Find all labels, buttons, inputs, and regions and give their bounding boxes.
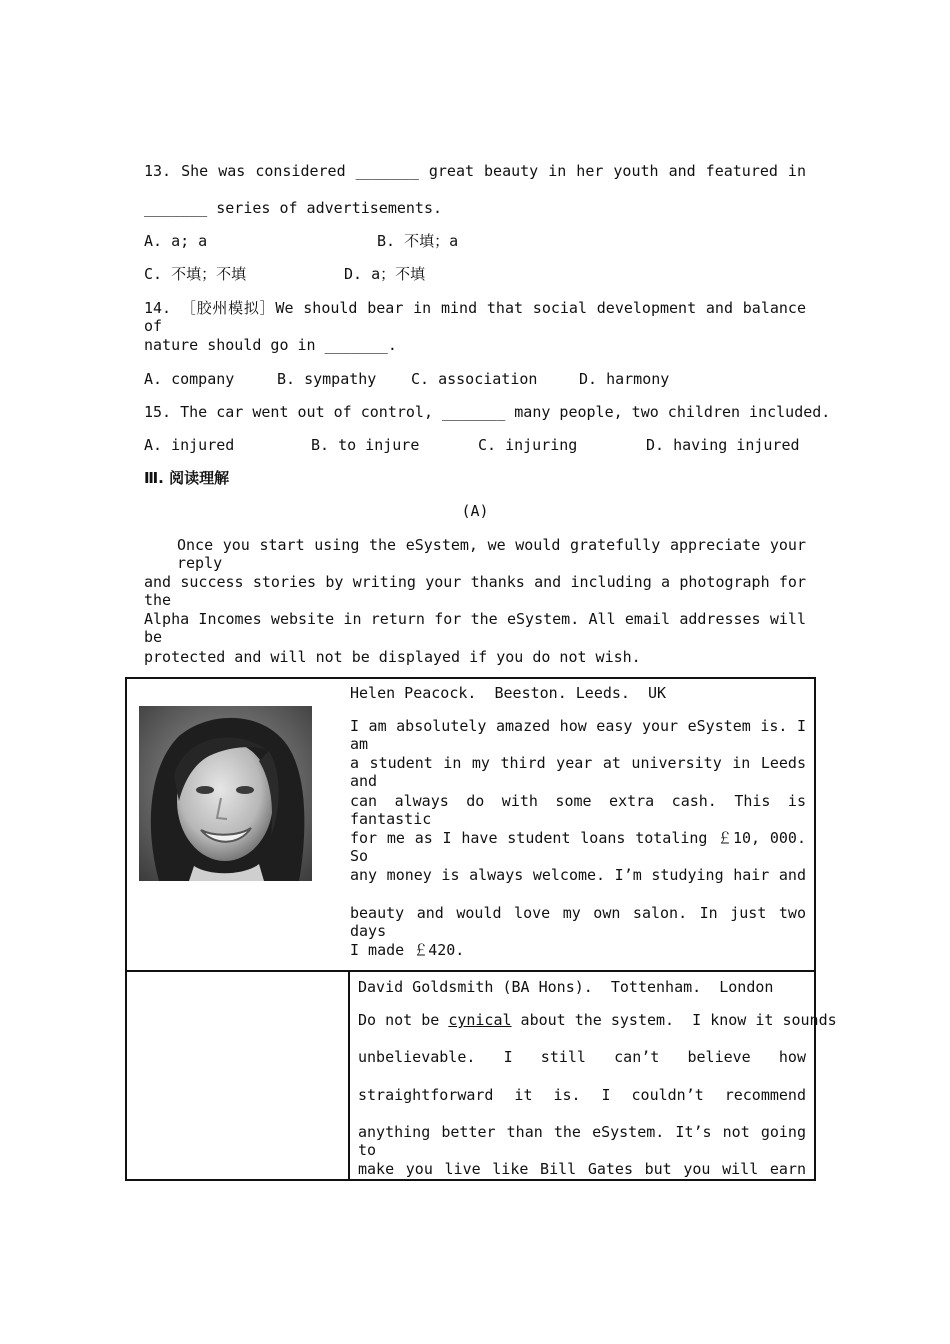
q13-option-a: A. a; a <box>144 232 208 250</box>
helen-peacock-photo <box>139 706 312 881</box>
testimonial-2-line-1-post: about the system. I know it sounds <box>511 1011 837 1029</box>
testimonial-2-line-3: straightforward it is. I couldn’t recommend <box>358 1086 806 1104</box>
q14-line-1: 14. ［胶州模拟］We should bear in mind that social development and balance of <box>144 299 806 335</box>
testimonial-1-line-2: a student in my third year at university in Leeds and <box>350 754 806 790</box>
q14-option-c: C. association <box>411 370 538 388</box>
q15-option-b: B. to injure <box>311 436 420 454</box>
testimonial-2-line-4: anything better than the eSystem. It’s not going to <box>358 1123 806 1159</box>
intro-line-4: protected and will not be displayed if you do not wish. <box>144 648 641 666</box>
q13-line-1: 13. She was considered _______ great beauty in her youth and featured in <box>144 162 806 180</box>
cynical-underlined-word: cynical <box>448 1011 512 1029</box>
q13-option-b: B. 不填；a <box>377 232 459 250</box>
testimonial-2-line-2: unbelievable. I still can’t believe how <box>358 1048 806 1066</box>
q13-option-d: D. a；不填 <box>344 265 426 283</box>
testimonial-1-line-1: I am absolutely amazed how easy your eSystem is. I am <box>350 717 806 753</box>
testimonial-2-line-1 <box>358 1011 837 1029</box>
intro-line-3: Alpha Incomes website in return for the eSystem. All email addresses will be <box>144 610 806 646</box>
q15-line-1: 15. The car went out of control, _______ many people, two children included. <box>144 403 831 421</box>
testimonial-2-line-5: make you live like Bill Gates but you will earn <box>358 1160 806 1178</box>
q14-option-b: B. sympathy <box>277 370 377 388</box>
q15-option-a: A. injured <box>144 436 235 454</box>
q15-option-c: C. injuring <box>478 436 578 454</box>
q13-option-c: C. 不填；不填 <box>144 265 247 283</box>
q14-option-a: A. company <box>144 370 235 388</box>
section-heading: Ⅲ. 阅读理解 <box>144 469 230 487</box>
testimonial-1-line-4: for me as I have student loans totaling ￡10, 000. So <box>350 829 806 865</box>
q15-option-d: D. having injured <box>646 436 800 454</box>
testimonial-1-line-6: beauty and would love my own salon. In just two days <box>350 904 806 940</box>
intro-line-1: Once you start using the eSystem, we would gratefully appreciate your reply <box>177 536 806 572</box>
table-row-divider <box>125 970 816 972</box>
testimonial-2-line-1-pre: Do not be <box>358 1011 449 1029</box>
testimonial-1-author: Helen Peacock. Beeston. Leeds. UK <box>350 684 667 702</box>
table-column-divider <box>348 970 350 1181</box>
intro-line-2: and success stories by writing your thanks and including a photograph for the <box>144 573 806 609</box>
q13-line-2: _______ series of advertisements. <box>144 199 443 217</box>
q14-option-d: D. harmony <box>579 370 670 388</box>
q14-line-2: nature should go in _______. <box>144 336 397 354</box>
testimonial-1-line-3: can always do with some extra cash. This is fantastic <box>350 792 806 828</box>
testimonial-2-author: David Goldsmith (BA Hons). Tottenham. London <box>358 978 774 996</box>
passage-label: (A) <box>461 502 489 520</box>
testimonial-1-line-5: any money is always welcome. I’m studying hair and <box>350 866 806 884</box>
testimonial-1-line-7: I made ￡420. <box>350 941 465 959</box>
